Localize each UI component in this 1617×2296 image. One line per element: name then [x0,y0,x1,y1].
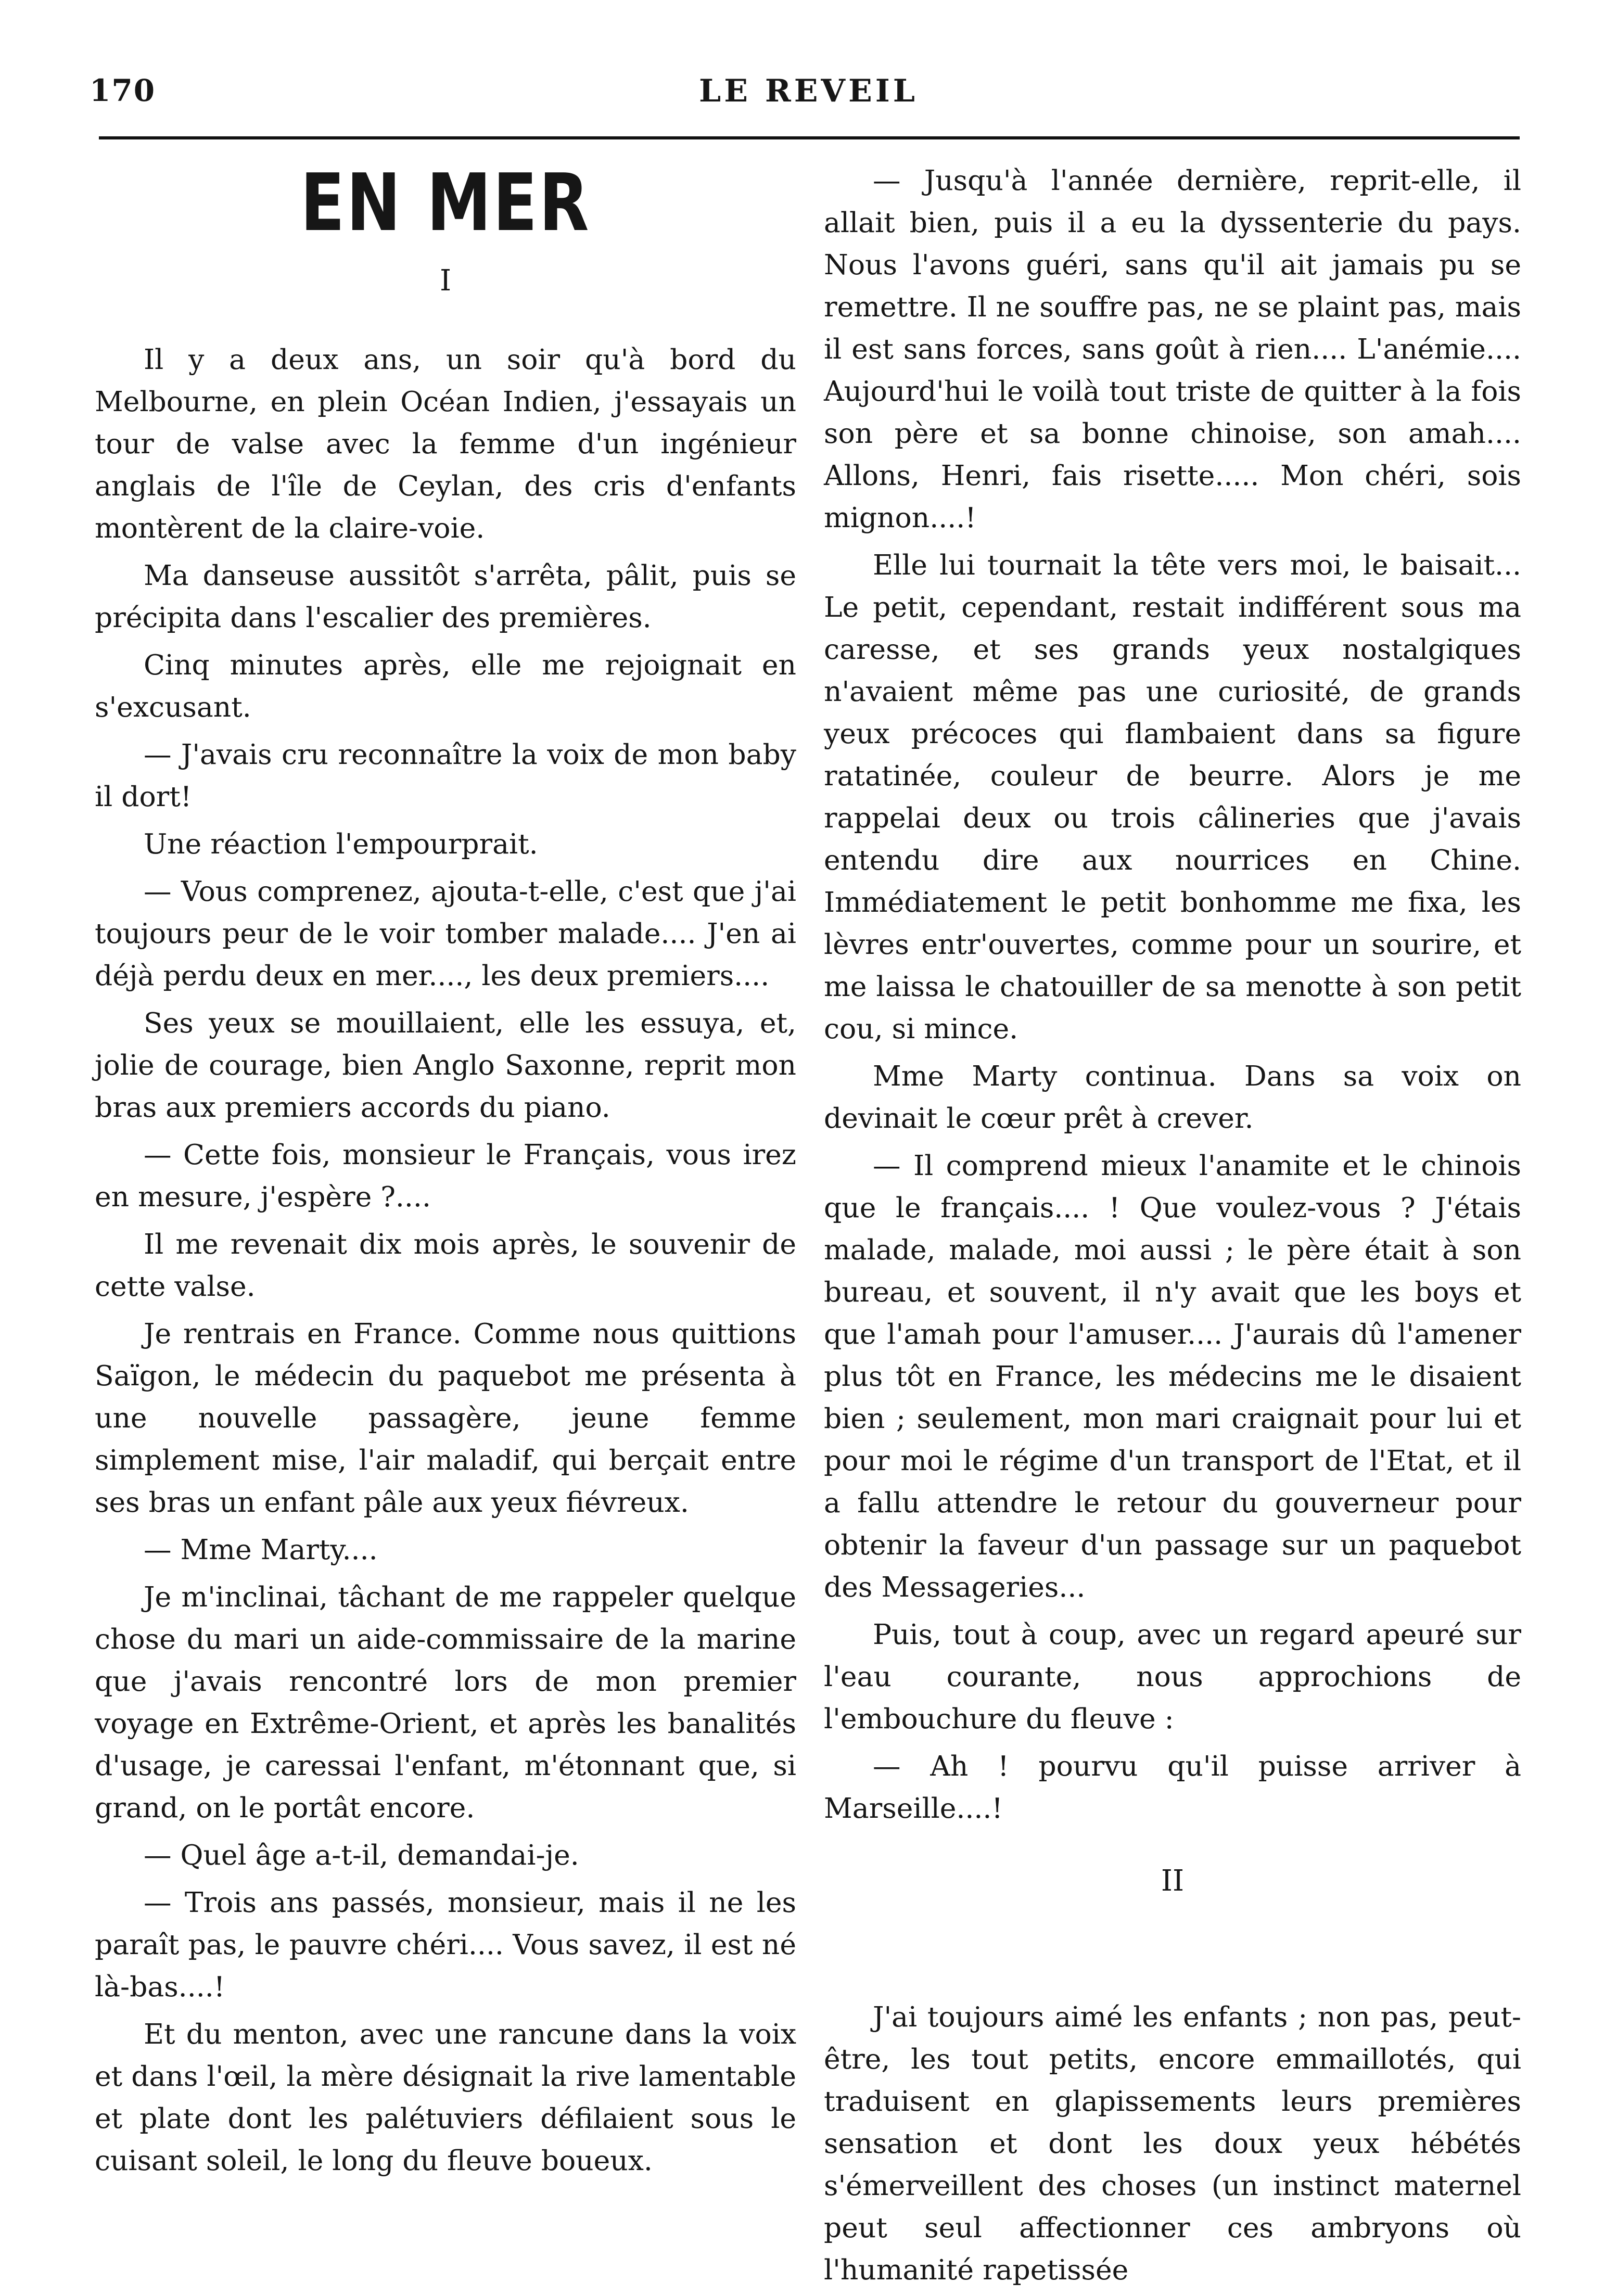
paragraph: — Jusqu'à l'année dernière, reprit-elle, il allait bien, puis il a eu la dyssenterie du pays. Nous l'avons guéri, sans qu'il ait jamais pu se remettre. Il ne souffre pas, ne se plaint pas, mais il est sans forces, sans goût à rien.... L'anémie.... Aujourd'hui le voilà tout triste de quitter à la fois son père et sa bonne chinoise, son amah.... Allons, Henri, fais risette..... Mon chéri, sois mignon....! [824,164,1521,534]
paragraph: Ma danseuse aussitôt s'arrêta, pâlit, puis se précipita dans l'escalier des premières. [95,559,796,634]
paragraph: Et du menton, avec une rancune dans la voix et dans l'œil, la mère désignait la rive lamentable et plate dont les palétuviers défilaient sous le cuisant soleil, le long du fleuve boueux. [95,2018,796,2177]
paragraph: — Cette fois, monsieur le Français, vous irez en mesure, j'espère ?.... [95,1138,796,1213]
left-column [95,156,796,2187]
paragraph: — Vous comprenez, ajouta-t-elle, c'est que j'ai toujours peur de le voir tomber malade.... J'en ai déjà perdu deux en mer...., les deux premiers.... [95,875,796,992]
paragraph: — Quel âge a-t-il, demandai-je. [144,1839,579,1871]
paragraph: Puis, tout à coup, avec un regard apeuré sur l'eau courante, nous approchions de l'embouchure du fleuve : [824,1618,1521,1735]
article-title: EN MER [300,157,591,249]
paragraph: Ses yeux se mouillaient, elle les essuya, et, jolie de courage, bien Anglo Saxonne, reprit mon bras aux premiers accords du piano. [95,1006,796,1124]
section-number-two: II [1161,1864,1185,1898]
paragraph: Mme Marty continua. Dans sa voix on devinait le cœur prêt à crever. [824,1060,1521,1134]
paragraph: — Ah ! pourvu qu'il puisse arriver à Marseille....! [824,1750,1521,1825]
paragraph: J'ai toujours aimé les enfants ; non pas, peut-être, les tout petits, encore emmaillotés, qui traduisent en glapissements leurs premières sensation et dont les doux yeux hébétés s'émerveillent des choses (un instinct maternel peut seul affectionner ces ambryons où l'humanité rapetissée [824,2000,1521,2286]
paragraph: Je rentrais en France. Comme nous quittions Saïgon, le médecin du paquebot me présenta à une nouvelle passagère, jeune femme simplement mise, l'air maladif, qui berçait entre ses bras un enfant pâle aux yeux fiévreux. [95,1317,796,1519]
paragraph: — Trois ans passés, monsieur, mais il ne les paraît pas, le pauvre chéri.... Vous savez, il est né là-bas....! [95,1886,796,2003]
header-rule [99,136,1520,139]
paragraph: Il me revenait dix mois après, le souvenir de cette valse. [95,1228,796,1303]
right-column [824,156,1521,2296]
paragraph: Il y a deux ans, un soir qu'à bord du Melbourne, en plein Océan Indien, j'essayais un tour de valse avec la femme d'un ingénieur anglais de l'île de Ceylan, des cris d'enfants montèrent de la claire-voie. [95,343,796,544]
paragraph: Elle lui tournait la tête vers moi, le baisait... Le petit, cependant, restait indifférent sous ma caresse, et ses grands yeux nostalgiques n'avaient même pas une curiosité, de grands yeux précoces qui flambaient dans sa figure ratatinée, couleur de beurre. Alors je me rappelai deux ou trois câlineries que j'avais entendu dire aux nourrices en Chine. Immédiatement le petit bonhomme me fixa, les lèvres entr'ouvertes, comme pour un sourire, et me laissa le chatouiller de sa menotte à son petit cou, si mince. [824,549,1521,1045]
paragraph: — J'avais cru reconnaître la voix de mon baby il dort! [95,738,796,813]
paragraph: Une réaction l'empourprait. [144,827,538,860]
section-number-one: I [439,264,452,298]
page-number: 170 [90,73,156,108]
paragraph: — Mme Marty.... [144,1533,378,1566]
running-head: LE REVEIL [699,73,918,109]
paragraph: — Il comprend mieux l'anamite et le chinois que le français.... ! Que voulez-vous ? J'étais malade, malade, moi aussi ; le père était à son bureau, et souvent, il n'y avait que les boys et que l'amah pour l'amuser.... J'aurais dû l'amener plus tôt en France, les médecins me le disaient bien ; seulement, mon mari craignait pour lui et pour moi le régime d'un transport de l'Etat, et il a fallu attendre le retour du gouverneur pour obtenir la faveur d'un passage sur un paquebot des Messageries... [824,1149,1521,1603]
paragraph: Cinq minutes après, elle me rejoignait en s'excusant. [95,648,796,723]
paragraph: Je m'inclinai, tâchant de me rappeler quelque chose du mari un aide-commissaire de la marine que j'avais rencontré lors de mon premier voyage en Extrême-Orient, et après les banalités d'usage, je caressai l'enfant, m'étonnant que, si grand, on le portât encore. [95,1580,796,1824]
